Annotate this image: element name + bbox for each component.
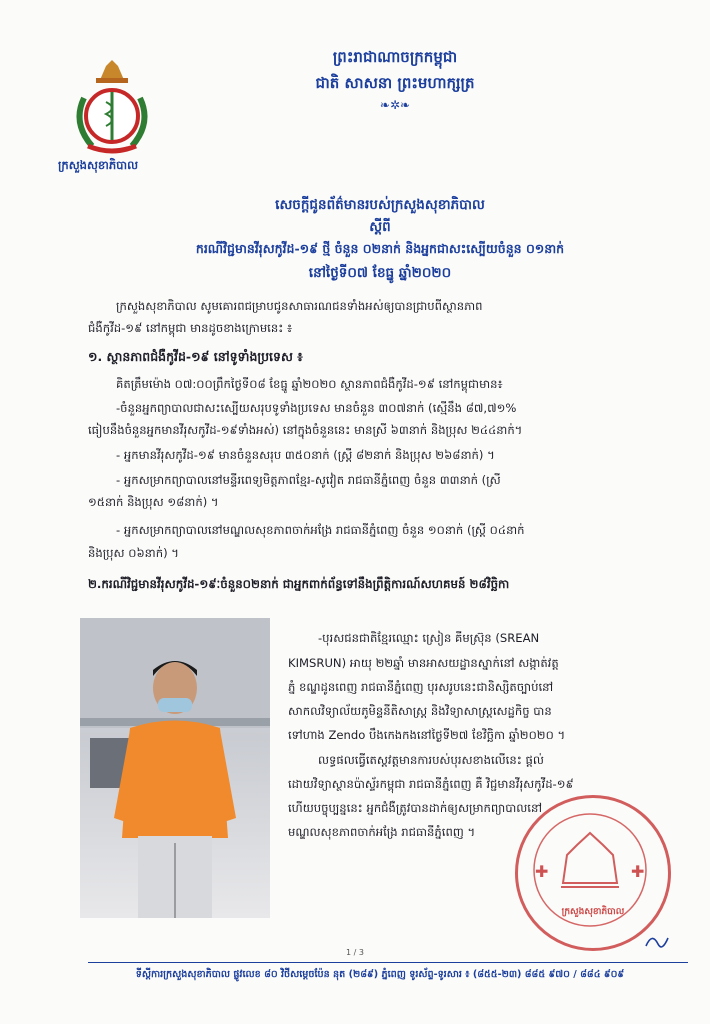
section-1-line: -ចំនួនអ្នកព្យាបាលជាសះស្បើយសរុបទូទាំងប្រទេស មានចំនួន ៣០៧នាក់ (ស្មើនឹង ៨៧,៧១%: [116, 401, 517, 415]
official-stamp: [515, 795, 671, 951]
ministry-label: ក្រសួងសុខាភិបាល: [58, 158, 139, 172]
notice-title: សេចក្តីជូនព័ត៌មានរបស់ក្រសួងសុខាភិបាល: [275, 197, 485, 213]
section-2-line: -បុរសជនជាតិខ្មែរឈ្មោះ ស្រៀន គីមស្រ៊ុន (SREAN: [318, 631, 540, 645]
section-1-line: - អ្នកមានវីរុសកូវីដ-១៩ មានចំនួនសរុប ៣៥០នាក់ (ស្ត្រី ៨២នាក់ និងប្រុស ២៦៨នាក់) ។: [116, 448, 495, 462]
section-2-heading: ២.ករណីវិជ្ជមានវីរុសកូវីដ-១៩ៈចំនួន០២នាក់ ជាអ្នកពាក់ព័ន្ធទៅនឹងព្រឹត្តិការណ៍សហគមន៍ ២៨វិច្ឆិកា: [88, 577, 510, 591]
signature-mark: [642, 930, 672, 954]
motto-header: ជាតិ សាសនា ព្រះមហាក្សត្រ: [315, 74, 475, 92]
ornament: ❧✲❧: [379, 98, 411, 112]
section-1-heading: ១. ស្ថានភាពជំងឺកូវីដ-១៩ នៅទូទាំងប្រទេស ៖: [88, 349, 303, 364]
section-2-line: ហើយបច្ចុប្បន្ននេះ អ្នកជំងឺត្រូវបានដាក់ឲ្យសម្រាកព្យាបាលនៅ: [288, 801, 543, 815]
ministry-logo: [62, 58, 162, 158]
section-1-line: ១៥នាក់ និងប្រុស ១៨នាក់) ។: [88, 495, 219, 509]
section-2-line: សាកលវិទ្យាល័យភូមិន្ទនីតិសាស្ត្រ និងវិទ្យាសាស្ត្រសេដ្ឋកិច្ច បាន: [288, 704, 552, 718]
notice-subject: ករណីវិជ្ជមានវីរុសកូវីដ-១៩ ថ្មី ចំនួន ០២នាក់ និងអ្នកជាសះស្បើយចំនួន ០១នាក់: [195, 241, 565, 256]
intro-line-2: ជំងឺកូវីដ-១៩ នៅកម្ពុជា មានដូចខាងក្រោមនេះ ៖: [88, 321, 293, 335]
section-2-line: មណ្ឌលសុខភាពចាក់អង្រែ រាជធានីភ្នំពេញ ។: [288, 825, 476, 839]
page-number: 1 / 3: [346, 948, 364, 957]
section-1-line: ធៀបនឹងចំនួនអ្នកមានវីរុសកូវីដ-១៩ទាំងអស់) នៅក្នុងចំនួននេះ មានស្រី ៦៣នាក់ និងប្រុស ២៤៤នាក់។: [88, 423, 523, 437]
footer-address: ទីស្តីការក្រសួងសុខាភិបាល ផ្លូវលេខ ៨០ វិថីសម្តេចប៉ែន នុត (២៨៩) ភ្នំពេញ ទូរស័ព្ទ-ទូរសារ ៖ (៨៥៥-២៣) ៨៨៥ ៩៧០ / ៨៨៤ ៩០៩: [135, 969, 625, 980]
intro-line-1: ក្រសួងសុខាភិបាល សូមគោរពជម្រាបជូនសាធារណជនទាំងអស់ឲ្យបានជ្រាបពីស្ថានភាព: [116, 299, 483, 313]
notice-date: នៅថ្ងៃទី០៧ ខែធ្នូ ឆ្នាំ២០២០: [308, 265, 452, 281]
section-2-line: លទ្ធផលធ្វើតេស្តវត្តមានការបស់បុរសខាងលើនេះ ផ្តល់: [318, 753, 544, 767]
svg-text:✚: ✚: [631, 862, 645, 881]
svg-text:✚: ✚: [535, 862, 549, 881]
section-2-line: ភ្នំ ខណ្ឌដូនពេញ រាជធានីភ្នំពេញ បុរសរូបនេះជានិស្សិតច្បាប់នៅ: [288, 680, 554, 694]
section-2-line: KIMSRUN) អាយុ ២២ឆ្នាំ មានអាសយដ្ឋានស្នាក់នៅ សង្កាត់វត្ត: [288, 656, 559, 670]
section-1-line: - អ្នកសម្រាកព្យាបាលនៅមណ្ឌលសុខភាពចាក់អង្រែ រាជធានីភ្នំពេញ ចំនួន ១០នាក់ (ស្ត្រី ០៤នាក់: [116, 523, 525, 537]
section-2-line: ទៅហាង Zendo បឹងកេងកងនៅថ្ងៃទី២៧ ខែវិច្ឆិកា ឆ្នាំ២០២០ ។: [288, 728, 566, 742]
section-2-line: ដោយវិទ្យាស្ថានប៉ាស្ទ័រកម្ពុជា រាជធានីភ្នំពេញ គឺ វិជ្ជមានវីរុសកូវីដ-១៩: [288, 777, 574, 791]
stamp-ring-text: ក្រសួងសុខាភិបាល: [561, 907, 625, 917]
section-1-line: គិតត្រឹមម៉ោង ០៧:០០ព្រឹកថ្ងៃទី០៨ ខែធ្នូ ឆ្នាំ២០២០ ស្ថានភាពជំងឺកូវីដ-១៩ នៅកម្ពុជាមាន៖: [116, 377, 503, 391]
kingdom-header: ព្រះរាជាណាចក្រកម្ពុជា: [332, 48, 458, 66]
section-1-line: - អ្នកសម្រាកព្យាបាលនៅមន្ទីរពេទ្យមិត្តភាពខ្មែរ-សូវៀត រាជធានីភ្នំពេញ ចំនួន ៣៣នាក់ (ស្រី: [116, 473, 501, 487]
patient-photo: [80, 618, 270, 918]
section-1-line: និងប្រុស ០៦នាក់) ។: [88, 546, 179, 560]
notice-subject-label: ស្តីពី: [369, 219, 391, 235]
footer-divider: [88, 962, 688, 963]
